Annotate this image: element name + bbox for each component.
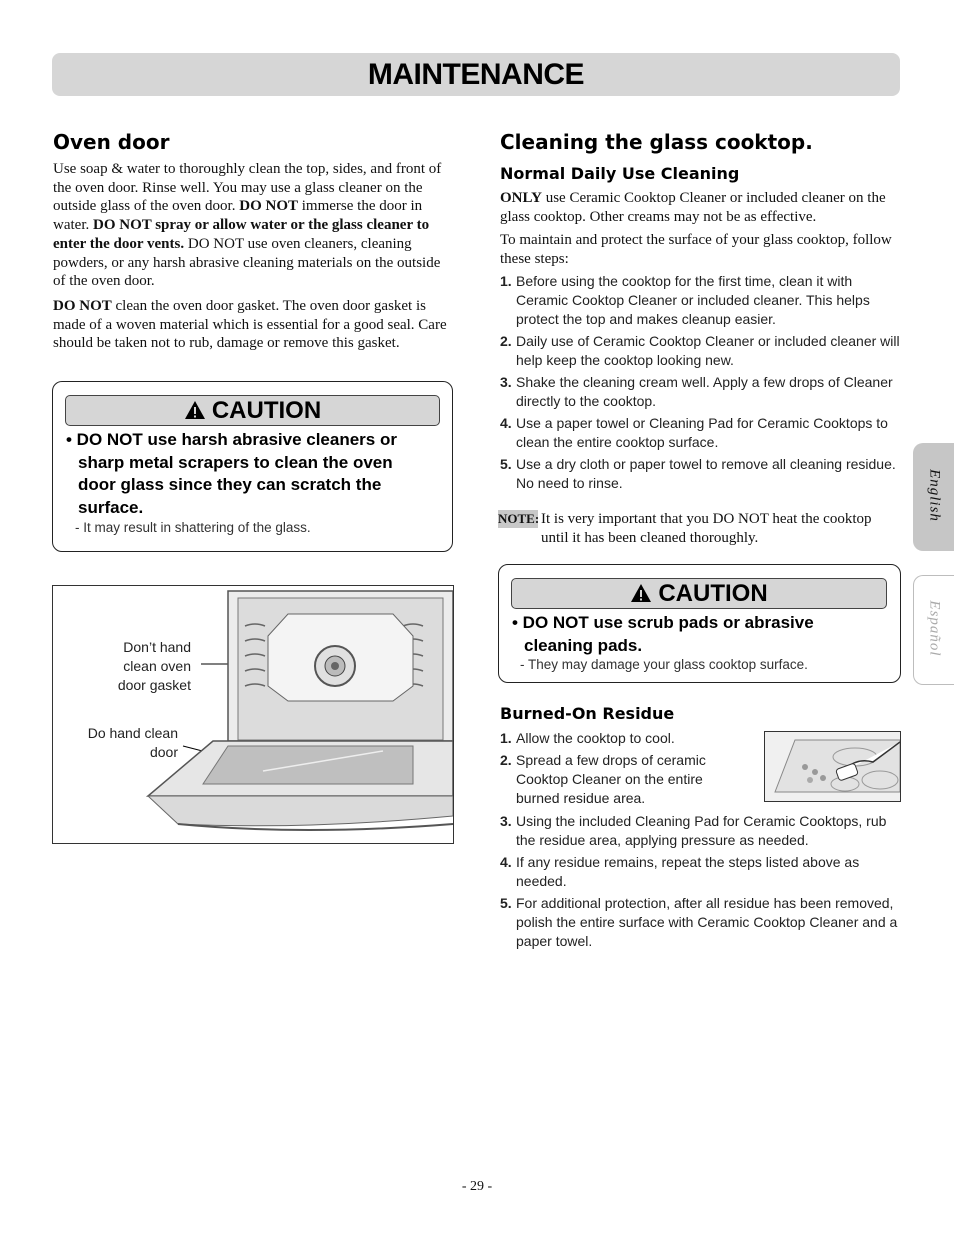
step-number: 2.	[500, 752, 512, 768]
caution-right-sub: - They may damage your glass cooktop surface.	[520, 657, 808, 672]
emphasis: ONLY	[500, 190, 542, 206]
step-number: 1.	[500, 273, 512, 289]
warning-icon	[184, 400, 206, 420]
cooktop-steps	[500, 272, 900, 496]
caution-label: CAUTION	[658, 580, 768, 607]
caution-label: CAUTION	[211, 397, 322, 424]
step-text: Use a dry cloth or paper towel to remove all cleaning residue. No need to rinse.	[516, 456, 896, 491]
list-item	[500, 272, 900, 329]
step-number: 5.	[500, 895, 512, 911]
caution-box-left	[52, 381, 453, 552]
step-number: 4.	[500, 854, 512, 870]
cooktop-heading: Cleaning the glass cooktop.	[500, 130, 813, 154]
list-item	[500, 853, 900, 891]
oven-figure	[52, 585, 454, 844]
step-text: If any residue remains, repeat the steps listed above as needed.	[516, 854, 860, 889]
normal-cleaning-heading: Normal Daily Use Cleaning	[500, 164, 740, 183]
note-label: NOTE:	[498, 511, 540, 526]
step-text: Use a paper towel or Cleaning Pad for Ceramic Cooktops to clean the entire cooktop surface.	[516, 415, 888, 450]
step-text: Spread a few drops of ceramic Cooktop Cleaner on the entire burned residue area.	[516, 752, 706, 806]
step-number: 5.	[500, 456, 512, 472]
cooktop-paragraph-1	[500, 189, 900, 226]
step-text: Daily use of Ceramic Cooktop Cleaner or included cleaner will help keep the cooktop looking new.	[516, 333, 900, 368]
note-text: It is very important that you DO NOT heat the cooktop until it has been cleaned thoroughly.	[541, 511, 872, 546]
step-number: 3.	[500, 813, 512, 829]
step-text: Before using the cooktop for the first time, clean it with Ceramic Cooktop Cleaner or included cleaner. This helps protect the top and makes cleanup easier.	[516, 273, 870, 327]
tab-espanol-label: Español	[926, 600, 943, 657]
cooktop-illustration	[765, 732, 900, 801]
cooktop-paragraph-2: To maintain and protect the surface of your glass cooktop, follow these steps:	[500, 232, 892, 268]
tab-espanol[interactable]	[913, 575, 954, 685]
list-item	[500, 894, 900, 951]
list-item	[500, 414, 900, 452]
oven-door-heading: Oven door	[53, 130, 170, 154]
title-bar	[52, 53, 900, 96]
text-segment: immerse the door in water.	[53, 198, 423, 234]
step-number: 4.	[500, 415, 512, 431]
cooktop-intro	[500, 189, 900, 269]
caution-header	[65, 395, 440, 426]
step-number: 1.	[500, 730, 512, 746]
label-door: Do hand clean door	[87, 725, 178, 760]
step-text: For additional protection, after all residue has been removed, polish the entire surface with Ceramic Cooktop Cleaner and a paper towel.	[516, 895, 898, 949]
oven-illustration	[53, 586, 453, 843]
burned-steps-short	[500, 729, 725, 811]
caution-left-main: • DO NOT use harsh abrasive cleaners or sharp metal scrapers to clean the oven door glass since they can scratch the surface.	[66, 430, 397, 517]
list-item	[500, 332, 900, 370]
step-text: Using the included Cleaning Pad for Ceramic Cooktops, rub the residue area, applying pressure as needed.	[516, 813, 887, 848]
list-item	[500, 751, 725, 808]
list-item	[500, 812, 900, 850]
step-text: Allow the cooktop to cool.	[516, 730, 675, 746]
label-gasket: Don’t hand clean oven door gasket	[117, 639, 191, 693]
oven-door-paragraph-1	[53, 160, 451, 291]
page-number: - 29 -	[461, 1179, 493, 1194]
text-segment: use Ceramic Cooktop Cleaner or included cleaner on the glass cooktop. Other creams may not be as effective.	[500, 190, 886, 225]
step-number: 2.	[500, 333, 512, 349]
step-text: Shake the cleaning cream well. Apply a few drops of Cleaner directly to the cooktop.	[516, 374, 893, 409]
burned-residue-heading: Burned-On Residue	[500, 704, 675, 723]
text-segment: DO NOT use oven cleaners, cleaning powders, or any harsh abrasive cleaning materials on the outside of the oven door.	[53, 235, 441, 290]
list-item	[500, 373, 900, 411]
step-number: 3.	[500, 374, 512, 390]
tab-english-label: English	[926, 469, 943, 522]
caution-left-sub: - It may result in shattering of the glass.	[75, 520, 311, 535]
cooktop-cleaning-image	[764, 731, 901, 802]
tab-english[interactable]	[913, 443, 954, 551]
page-title: MAINTENANCE	[367, 58, 585, 91]
emphasis: DO NOT	[53, 297, 112, 314]
oven-door-text	[53, 160, 451, 353]
caution-right-main: • DO NOT use scrub pads or abrasive cleaning pads.	[512, 613, 814, 655]
text-segment: clean the oven door gasket. The oven door gasket is made of a woven material which is essential for a good seal. Care should be taken not to rub, damage or remove this gasket.	[53, 297, 447, 352]
emphasis: DO NOT	[239, 198, 298, 215]
emphasis: DO NOT spray or allow water or the glass cleaner to enter the door vents.	[53, 217, 430, 252]
note-block	[498, 510, 900, 547]
burned-steps-long	[500, 812, 900, 954]
caution-header	[511, 578, 887, 609]
warning-icon	[630, 583, 652, 603]
list-item	[500, 729, 725, 748]
caution-box-right	[498, 564, 901, 683]
oven-door-paragraph-2	[53, 297, 451, 353]
list-item	[500, 455, 900, 493]
text-segment: Use soap & water to thoroughly clean the top, sides, and front of the oven door. Rinse well. You may use a glass cleaner on the outside glass of the oven door.	[53, 161, 442, 215]
